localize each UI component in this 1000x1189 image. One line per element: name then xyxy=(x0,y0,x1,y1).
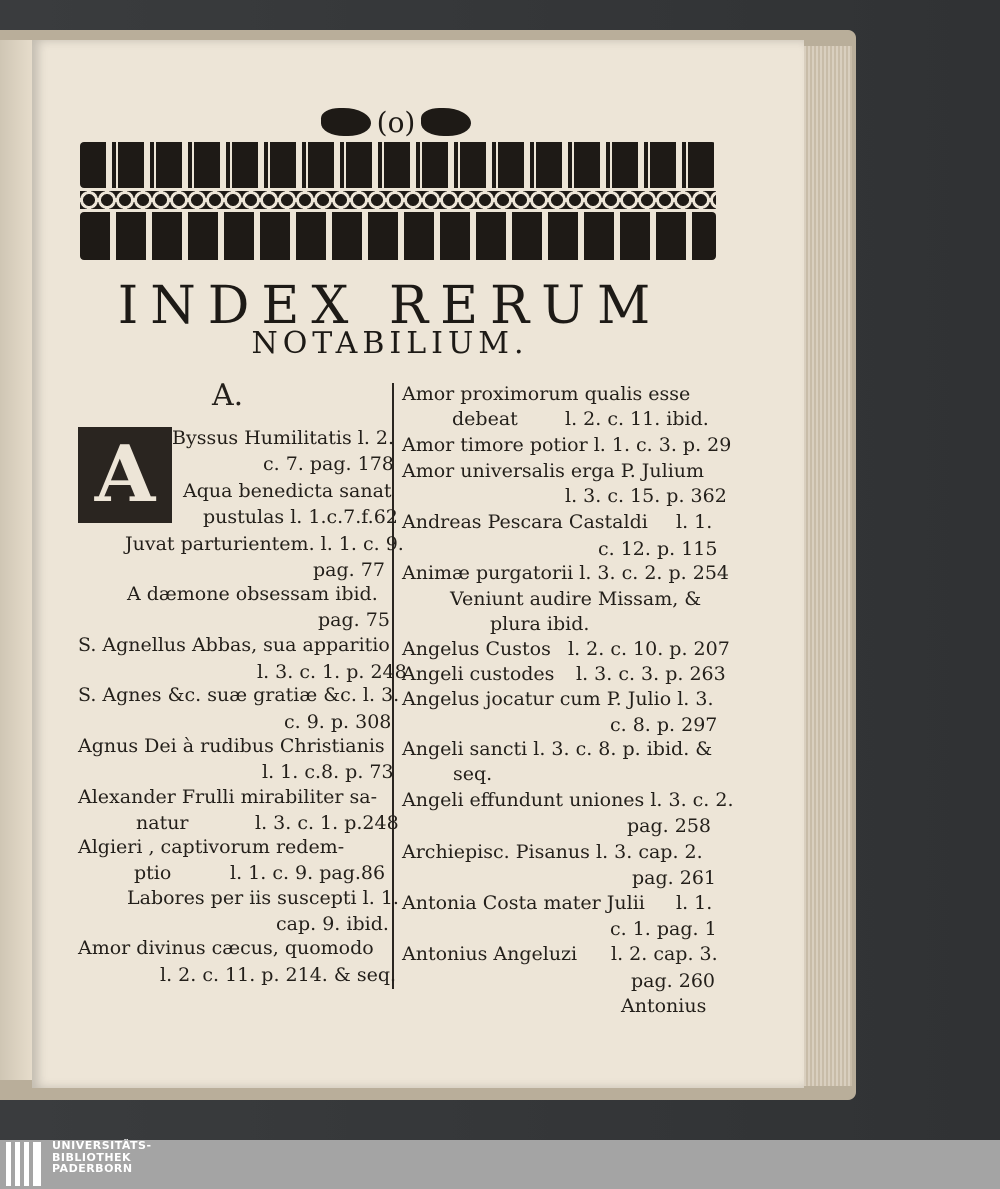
index-entry: S. Agnellus Abbas, sua apparitio xyxy=(78,634,390,656)
library-logo-icon xyxy=(6,1142,46,1186)
index-entry: c. 12. p. 115 xyxy=(598,538,718,560)
index-entry: Aqua benedicta sanat xyxy=(183,480,392,502)
index-entry: pag. 258 xyxy=(627,815,711,837)
library-name-line: PADERBORN xyxy=(52,1162,133,1175)
index-entry: Angelus jocatur cum P. Julio l. 3. xyxy=(402,688,714,710)
index-entry: pag. 77 xyxy=(313,559,385,581)
index-entry: c. 1. pag. 1 xyxy=(610,918,717,940)
index-entry: debeat xyxy=(452,408,518,430)
initial-letter: A xyxy=(94,429,156,520)
index-entry: l. 2. c. 10. p. 207 xyxy=(568,638,730,660)
index-entry: l. 3. c. 15. p. 362 xyxy=(565,485,727,507)
index-entry: l. 3. c. 1. p.248 xyxy=(255,812,399,834)
index-entry: Labores per iis suscepti l. 1. xyxy=(127,887,399,909)
index-entry: Veniunt audire Missam, & xyxy=(450,588,702,610)
facing-page-edge xyxy=(0,40,32,1080)
index-entry: ptio xyxy=(134,862,172,884)
rosette-border-icon xyxy=(80,191,716,209)
index-entry: Antonius Angeluzi xyxy=(402,943,578,965)
library-name-line: BIBLIOTHEK xyxy=(52,1150,132,1164)
floral-border-top-icon xyxy=(80,142,716,188)
index-entry: l. 3. c. 1. p. 248 xyxy=(257,661,407,683)
index-entry: pustulas l. 1.c.7.f.62 xyxy=(203,506,398,528)
section-letter-heading: A. xyxy=(212,378,244,413)
index-entry: Juvat parturientem. l. 1. c. 9. xyxy=(125,533,404,555)
index-entry: l. 3. c. 3. p. 263 xyxy=(576,663,726,685)
page-title: INDEX RERUM xyxy=(117,276,663,336)
index-entry: c. 7. pag. 178 xyxy=(263,453,394,475)
headpiece-ornament-icon: (o) xyxy=(316,104,476,140)
index-entry: l. 3. cap. 2. xyxy=(596,841,703,863)
library-name xyxy=(52,1140,192,1175)
index-entry: c. 8. p. 297 xyxy=(610,714,718,736)
index-entry: l. 1. c. 9. pag.86 xyxy=(230,862,386,884)
index-entry: Algieri , captivorum redem- xyxy=(78,836,345,858)
index-entry: l. 2. c. 11. p. 214. & seq. xyxy=(160,964,397,986)
index-entry: Agnus Dei à rudibus Christianis xyxy=(78,735,385,757)
index-entry: Alexander Frulli mirabiliter sa- xyxy=(78,786,378,808)
index-entry: plura ibid. xyxy=(490,613,590,635)
index-entry: l. 1. xyxy=(676,892,713,914)
index-entry: Angeli effundunt uniones l. 3. c. 2. xyxy=(402,789,734,811)
index-entry: Amor proximorum qualis esse xyxy=(402,383,691,405)
floral-border-bottom-icon xyxy=(80,212,716,260)
index-entry: Angeli custodes xyxy=(402,663,555,685)
decorated-initial xyxy=(78,427,172,523)
index-entry: Animæ purgatorii l. 3. c. 2. p. 254 xyxy=(402,562,729,584)
index-entry: l. 2. cap. 3. xyxy=(611,943,718,965)
index-entry: Andreas Pescara Castaldi xyxy=(402,511,648,533)
index-entry: S. Agnes &c. suæ gratiæ &c. l. 3. xyxy=(78,684,400,706)
index-entry: Angeli sancti l. 3. c. 8. p. ibid. & xyxy=(402,738,713,760)
index-entry: Amor universalis erga P. Julium xyxy=(402,460,705,482)
index-entry: Amor divinus cæcus, quomodo xyxy=(78,937,374,959)
page-subtitle: NOTABILIUM. xyxy=(251,326,529,361)
index-entry: Angelus Custos xyxy=(402,638,551,660)
index-entry: pag. 260 xyxy=(631,970,715,992)
index-entry: l. 1. xyxy=(676,511,713,533)
index-entry: Antonia Costa mater Julii xyxy=(402,892,645,914)
index-entry: l. 2. c. 11. ibid. xyxy=(565,408,709,430)
index-entry: Amor timore potior l. 1. c. 3. p. 29 xyxy=(402,434,732,456)
page-fore-edge xyxy=(804,46,852,1086)
index-entry: Byssus Humilitatis l. 2. xyxy=(172,427,395,449)
index-entry: seq. xyxy=(453,763,493,785)
library-name-line: UNIVERSITÄTS- xyxy=(52,1139,152,1152)
index-entry: c. 9. p. 308 xyxy=(284,711,392,733)
index-entry: l. 1. c.8. p. 73 xyxy=(262,761,394,783)
index-entry: A dæmone obsessam ibid. xyxy=(127,583,378,605)
index-entry: natur xyxy=(136,812,189,834)
catchword: Antonius xyxy=(621,995,707,1017)
index-entry: pag. 261 xyxy=(632,867,716,889)
index-entry: cap. 9. ibid. xyxy=(276,913,389,935)
index-entry: pag. 75 xyxy=(318,609,390,631)
index-entry: Archiepisc. Pisanus xyxy=(402,841,590,863)
